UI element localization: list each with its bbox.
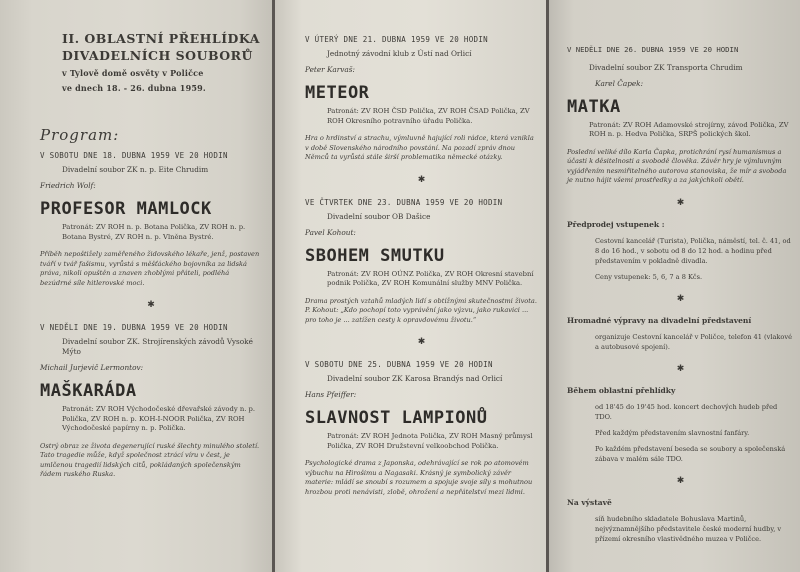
info-group-trips <box>567 316 794 352</box>
program-heading: Program: <box>40 126 120 144</box>
info-heading: Na výstavě <box>567 497 612 507</box>
event-play-title: METEOR <box>305 83 370 103</box>
info-text: Před každým představením slavnostní fanfáry. <box>595 428 750 437</box>
star-divider: ✱ <box>676 475 685 486</box>
event-date: V NEDĚLI DNE 19. DUBNA 1959 VE 20 HODIN <box>40 323 228 332</box>
event-author: Karel Čapek: <box>595 78 644 88</box>
info-heading: Předprodej vstupenek : <box>567 219 665 229</box>
star-divider: ✱ <box>676 363 685 374</box>
info-text: Ceny vstupenek: 5, 6, 7 a 8 Kčs. <box>595 272 703 281</box>
left-panel <box>0 0 272 572</box>
star-divider: ✱ <box>417 174 426 185</box>
event-patron: Patronát: ZV ROH n. p. Botana Polička, ZV ROH n. p. Botana Bystré, ZV ROH n. p. Vlněna Bystré. <box>62 223 246 241</box>
event-date: V ÚTERÝ DNE 21. DUBNA 1959 VE 20 HODIN <box>305 35 488 44</box>
event-play-title: PROFESOR MAMLOCK <box>40 199 212 219</box>
festival-venue: v Tylově domě osvěty v Poličce <box>62 68 204 78</box>
info-text: síň hudebního skladatele Bohuslava Martinů, nejvýznamnějšího představitele české moderní hudby, v přízemí okresního vlastivědného muzea v Poličce. <box>595 514 782 543</box>
info-exhibition <box>567 498 794 544</box>
event-description: Ostrý obraz ze života degenerující ruské šlechty minulého století. Tato tragedie může, když společnost ztrácí víru v čest, je umlčenou tragedií lidských citů, pokládaných společenským řádem ruského Ruska. <box>40 441 260 478</box>
event-play-title: SBOHEM SMUTKU <box>305 245 445 266</box>
event-5 <box>305 359 538 497</box>
event-group: Divadelní soubor OB Dašice <box>327 211 431 221</box>
event-group: Jednotný závodní klub z Ústí nad Orlicí <box>327 49 472 58</box>
info-text: Cestovní kancelář (Turista), Polička, náměstí, tel. č. 41, od 8 do 16 hod., v sobotu od 8 do 12 hod. a hodinu před představením v pokladně divadla. <box>595 236 791 265</box>
event-author: Pavel Kohout: <box>305 227 356 237</box>
event-date: V SOBOTU DNE 18. DUBNA 1959 VE 20 HODIN <box>40 151 228 160</box>
star-divider: ✱ <box>417 337 426 347</box>
event-description: Poslední veliké dílo Karla Čapka, protichrání rysí humanismus a účasti k děsitelnosti a svobodě člověka. Závěr hry je výmluvným vyjádřením nesmiřitelného autorova stanoviska, že mír a svoboda je nutno hájit všemi prostředky a za jakýchkoli obětí. <box>567 147 787 185</box>
event-patron: Patronát: ZV ROH Adamovské strojírny, závod Polička, ZV ROH n. p. Hedva Polička, SRPŠ polických škol. <box>589 120 789 139</box>
event-author: Peter Karvaš: <box>305 65 355 74</box>
event-play-title: SLAVNOST LAMPIONŮ <box>305 408 488 428</box>
event-2 <box>40 322 262 480</box>
event-play-title: MATKA <box>567 96 621 117</box>
info-text: organizuje Cestovní kancelář v Poličce, telefon 41 (vlakové a autobusové spojení). <box>595 332 792 351</box>
event-patron: Patronát: ZV ROH Východočeské dřevařské závody n. p. Polička, ZV ROH n. p. KOH-I-NOOR Polička, ZV ROH Východočeské papírny n. p. Polička. <box>62 405 256 432</box>
event-author: Friedrich Wolf: <box>40 181 96 190</box>
event-group: Divadelní soubor ZK. Strojírenských závodů Vysoké Mýto <box>62 337 253 356</box>
info-text: Po každém představení beseda se soubory a společenská zábava v malém sále TDO. <box>595 444 786 463</box>
star-divider: ✱ <box>147 300 155 310</box>
right-panel <box>549 0 800 572</box>
event-description: Psychologické drama z Japonska, odehrávající se rok po atomovém výbuchu na Hirošimu a Nagasaki. Krásný je symbolický závěr materie: mládí se snoubí s rozumem a spojuje svoje síly s mohutnou hrozbou proti nenávisti, zlobě, ohrožení a nepřátelství mezi lidmi. <box>305 459 533 496</box>
event-group: Divadelní soubor ZK Transporta Chrudim <box>589 62 743 72</box>
event-date: V SOBOTU DNE 25. DUBNA 1959 VE 20 HODIN <box>305 360 493 369</box>
event-patron: Patronát: ZV ROH OÚNZ Polička, ZV ROH Okresní stavební podnik Polička, ZV ROH Komunální služby MNV Polička. <box>327 269 534 287</box>
festival-dates: ve dnech 18. - 26. dubna 1959. <box>62 83 206 93</box>
event-author: Hans Pfeiffer: <box>305 390 357 399</box>
event-group: Divadelní soubor ZK Karosa Brandýs nad Orlicí <box>327 374 503 383</box>
event-3 <box>305 34 538 163</box>
star-divider: ✱ <box>676 197 685 208</box>
star-divider: ✱ <box>676 293 685 304</box>
event-1 <box>40 150 262 288</box>
event-patron: Patronát: ZV ROH Jednota Polička, ZV ROH Masný průmysl Polička, ZV ROH Družstevní velkoobchod Polička. <box>327 432 533 450</box>
info-heading: Hromadné výpravy na divadelní představení <box>567 315 752 325</box>
info-heading: Během oblastní přehlídky <box>567 385 676 395</box>
event-author: Michail Jurjevič Lermontov: <box>40 363 144 372</box>
event-description: Drama prostých vztahů mladých lidí s obtížnými skutečnostmi života. P. Kohout: „Kdo pochopí toto vyprávění jako výzvu, jako rukavici ... pro toho je ... zatížen cesty k opravdovému životu.“ <box>305 296 537 324</box>
info-text: od 18'45 do 19'45 hod. koncert dechových hudeb před TDO. <box>595 402 778 421</box>
middle-panel <box>275 0 546 572</box>
festival-title-line2: DIVADELNÍCH SOUBORŮ <box>62 48 253 63</box>
event-6 <box>567 45 794 185</box>
event-group: Divadelní soubor ZK n. p. Eite Chrudim <box>62 165 209 174</box>
event-description: Příběh nepoštižely zaměřeného židovského lékaře, jenž, postaven tváří v tvář fašismu, vyrůstá s měšťáckého bojovníka za lidská práva, nikoli opuštěn a znaven zhoblými přáteli, podléhá bezúdrné síle hitlerovské moci. <box>40 250 260 287</box>
event-description: Hra o hrdinství a strachu, výmluvně hajující roli rádce, která vznikla v době Slovenského národního povstání. Na pozadí zpráv dnou Němců ta vyrůstá stále širší problematika německé otázky. <box>305 134 534 161</box>
event-date: V NEDĚLI DNE 26. DUBNA 1959 VE 20 HODIN <box>567 45 739 55</box>
event-play-title: MAŠKARÁDA <box>40 381 137 401</box>
event-patron: Patronát: ZV ROH ČSD Polička, ZV ROH ČSAD Polička, ZV ROH Okresního potravního úřadu Polička. <box>327 107 530 125</box>
info-presale <box>567 220 794 282</box>
festival-title: II. OBLASTNÍ PŘEHLÍDKA <box>62 31 260 46</box>
info-during-festival <box>567 386 794 464</box>
event-4 <box>305 197 538 326</box>
event-date: VE ČTVRTEK DNE 23. DUBNA 1959 VE 20 HODIN <box>305 197 503 207</box>
